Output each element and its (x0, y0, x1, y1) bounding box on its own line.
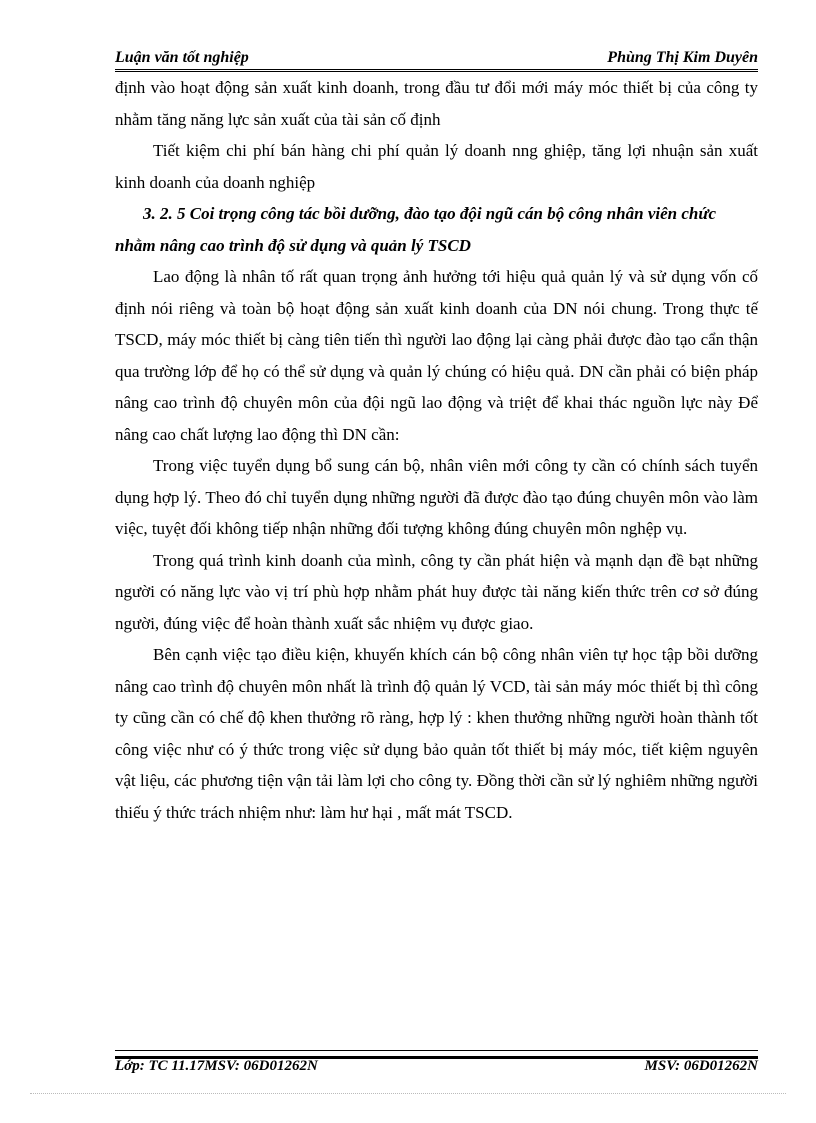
paragraph-training-reward: Bên cạnh việc tạo điều kiện, khuyến khích cán bộ công nhân viên tự học tập bồi dưỡng nâng cao trình độ chuyên môn nhất là trình độ quản lý VCD, tài sản máy móc thiết bị thì công ty cũng cần có chế độ khen thưởng rõ ràng, hợp lý : khen thưởng những người hoàn thành tốt công việc như có ý thức trong việc sử dụng bảo quản tốt thiết bị máy móc, tiết kiệm nguyên vật liệu, các phương tiện vận tải làm lợi cho công ty. Đồng thời cần sử lý nghiêm những người thiếu ý thức trách nhiệm như: làm hư hại , mất mát TSCD. (115, 645, 758, 822)
paragraph-cost-saving: Tiết kiệm chi phí bán hàng chi phí quản lý doanh nng ghiệp, tăng lợi nhuận sản xuất kinh doanh của doanh nghiệp (115, 141, 758, 192)
header-author-name: Phùng Thị Kim Duyên (607, 49, 758, 66)
paragraph-recruitment: Trong việc tuyển dụng bổ sung cán bộ, nhân viên mới công ty cần có chính sách tuyển dụng hợp lý. Theo đó chỉ tuyển dụng những người đã được đào tạo đúng chuyên môn vào làm việc, tuyệt đối không tiếp nhận những đối tượng không đúng chuyên môn nghệp vụ. (115, 456, 758, 538)
page-header (115, 47, 758, 69)
section-heading: 3. 2. 5 Coi trọng công tác bồi dưỡng, đào tạo đội ngũ cán bộ công nhân viên chức nhằm nâng cao trình độ sử dụng và quản lý TSCD (115, 204, 717, 255)
footer-class-id: Lớp: TC 11.17MSV: 06D01262N (115, 1058, 318, 1074)
footer-student-id: MSV: 06D01262N (644, 1058, 758, 1074)
paragraph-continuation: định vào hoạt động sản xuất kinh doanh, trong đầu tư đổi mới máy móc thiết bị của công ty nhằm tăng năng lực sản xuất của tài sản cố định (115, 78, 758, 129)
page-edge-divider (30, 1093, 786, 1094)
header-thesis-title: Luận văn tốt nghiệp (115, 49, 249, 66)
page-body (115, 72, 758, 828)
paragraph-labour: Lao động là nhân tố rất quan trọng ảnh hưởng tới hiệu quả quản lý và sử dụng vốn cố định nói riêng và toàn bộ hoạt động sản xuất kinh doanh của DN nói chung. Trong thực tế TSCD, máy móc thiết bị càng tiên tiến thì người lao động lại càng phải được đào tạo cẩn thận qua trường lớp để họ có thể sử dụng và quản lý chúng có hiệu quả. DN cần phải có biện pháp nâng cao trình độ chuyên môn của đội ngũ lao động và triệt để khai thác nguồn lực này Để nâng cao chất lượng lao động thì DN cần: (115, 267, 758, 444)
page-footer (115, 1058, 758, 1080)
paragraph-promotion: Trong quá trình kinh doanh của mình, công ty cần phát hiện và mạnh dạn đề bạt những người có năng lực vào vị trí phù hợp nhằm phát huy được tài năng kiến thức trên cơ sở đúng người, đúng việc để hoàn thành xuất sắc nhiệm vụ được giao. (115, 550, 758, 633)
